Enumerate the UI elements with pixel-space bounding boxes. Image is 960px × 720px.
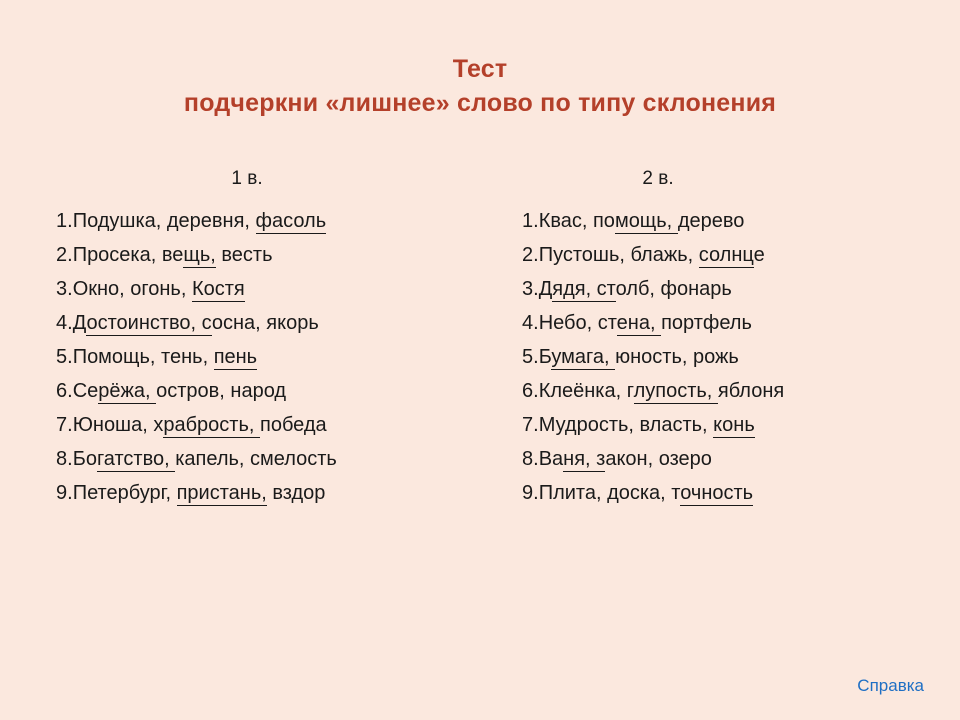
underlined-text: очность — [680, 482, 754, 504]
plain-text: е — [753, 244, 765, 266]
list-item-number: 3. — [522, 278, 539, 300]
list-item-number: 9. — [522, 482, 539, 504]
plain-text: Б — [538, 346, 552, 368]
page-title: Тест — [452, 55, 508, 83]
plain-text: весть — [215, 244, 273, 266]
list-item-number: 7. — [56, 414, 73, 436]
list-item — [56, 408, 480, 442]
column-items-2 — [522, 204, 904, 510]
column-variant-2 — [480, 168, 904, 510]
list-item-number: 5. — [522, 346, 539, 368]
list-item — [522, 476, 904, 510]
list-item-number: 1. — [522, 210, 539, 232]
list-item — [522, 374, 904, 408]
plain-text: остров, народ — [156, 380, 287, 402]
plain-text: Ва — [538, 448, 564, 470]
columns-container — [0, 168, 960, 510]
list-item — [522, 306, 904, 340]
underlined-text: лупость, — [633, 380, 718, 402]
list-item — [56, 306, 480, 340]
list-item-number: 5. — [56, 346, 73, 368]
plain-text: юность, рожь — [615, 346, 739, 368]
list-item — [56, 476, 480, 510]
list-item — [522, 204, 904, 238]
plain-text: Помощь, тень, — [72, 346, 214, 368]
list-item — [522, 272, 904, 306]
plain-text: Просека, ве — [72, 244, 184, 266]
list-item — [522, 340, 904, 374]
underlined-text: мощь, — [614, 210, 678, 232]
plain-text: Квас, по — [538, 210, 615, 232]
list-item — [522, 238, 904, 272]
list-item-number: 2. — [522, 244, 539, 266]
column-items-1 — [56, 204, 480, 510]
plain-text: Окно, огонь, — [72, 278, 192, 300]
list-item-number: 8. — [522, 448, 539, 470]
underlined-text: Костя — [191, 278, 245, 300]
list-item-number: 1. — [56, 210, 73, 232]
plain-text: Пустошь, блажь, — [538, 244, 699, 266]
underlined-text: рёжа, — [98, 380, 157, 402]
underlined-text: щь, — [183, 244, 216, 266]
underlined-text: конь — [713, 414, 755, 436]
plain-text: Мудрость, власть, — [538, 414, 714, 436]
underlined-text: ня, з — [563, 448, 606, 470]
plain-text: акон, озеро — [605, 448, 712, 470]
plain-text: портфель — [661, 312, 752, 334]
page-subtitle: подчеркни «лишнее» слово по типу склонения — [183, 89, 777, 117]
plain-text: Плита, доска, т — [538, 482, 681, 504]
list-item — [522, 408, 904, 442]
plain-text: Небо, ст — [538, 312, 617, 334]
underlined-text: ена, — [616, 312, 662, 334]
list-item-number: 6. — [522, 380, 539, 402]
underlined-text: ядя, ст — [552, 278, 616, 300]
plain-text: Се — [72, 380, 99, 402]
plain-text: Бо — [72, 448, 97, 470]
list-item-number: 8. — [56, 448, 73, 470]
title-block — [0, 0, 960, 120]
list-item-number: 2. — [56, 244, 73, 266]
plain-text: Д — [538, 278, 553, 300]
column-heading: 2 в. — [642, 168, 674, 189]
list-item — [522, 442, 904, 476]
list-item — [56, 442, 480, 476]
plain-text: вздор — [266, 482, 326, 504]
list-item — [56, 204, 480, 238]
list-item-number: 4. — [522, 312, 539, 334]
list-item — [56, 272, 480, 306]
list-item — [56, 340, 480, 374]
underlined-text: пень — [213, 346, 258, 368]
column-variant-1 — [56, 168, 480, 510]
list-item-number: 3. — [56, 278, 73, 300]
underlined-text: остоинство, с — [86, 312, 212, 334]
plain-text: Д — [72, 312, 87, 334]
underlined-text: фасоль — [255, 210, 327, 232]
plain-text: Петербург, — [72, 482, 177, 504]
plain-text: осна, якорь — [211, 312, 319, 334]
list-item-number: 4. — [56, 312, 73, 334]
underlined-text: пристань, — [176, 482, 267, 504]
underlined-text: рабрость, — [163, 414, 260, 436]
plain-text: капель, смелость — [175, 448, 337, 470]
plain-text: победа — [259, 414, 327, 436]
list-item — [56, 374, 480, 408]
list-item — [56, 238, 480, 272]
plain-text: дерево — [677, 210, 745, 232]
underlined-text: умага, — [551, 346, 616, 368]
plain-text: яблоня — [717, 380, 785, 402]
list-item-number: 7. — [522, 414, 539, 436]
list-item-number: 9. — [56, 482, 73, 504]
plain-text: олб, фонарь — [615, 278, 732, 300]
plain-text: Подушка, деревня, — [72, 210, 256, 232]
underlined-text: солнц — [698, 244, 754, 266]
plain-text: Клеёнка, г — [538, 380, 634, 402]
list-item-number: 6. — [56, 380, 73, 402]
underlined-text: гатство, — [96, 448, 176, 470]
plain-text: Юноша, х — [72, 414, 164, 436]
column-heading: 1 в. — [231, 168, 263, 189]
help-link[interactable]: Справка — [857, 676, 924, 695]
